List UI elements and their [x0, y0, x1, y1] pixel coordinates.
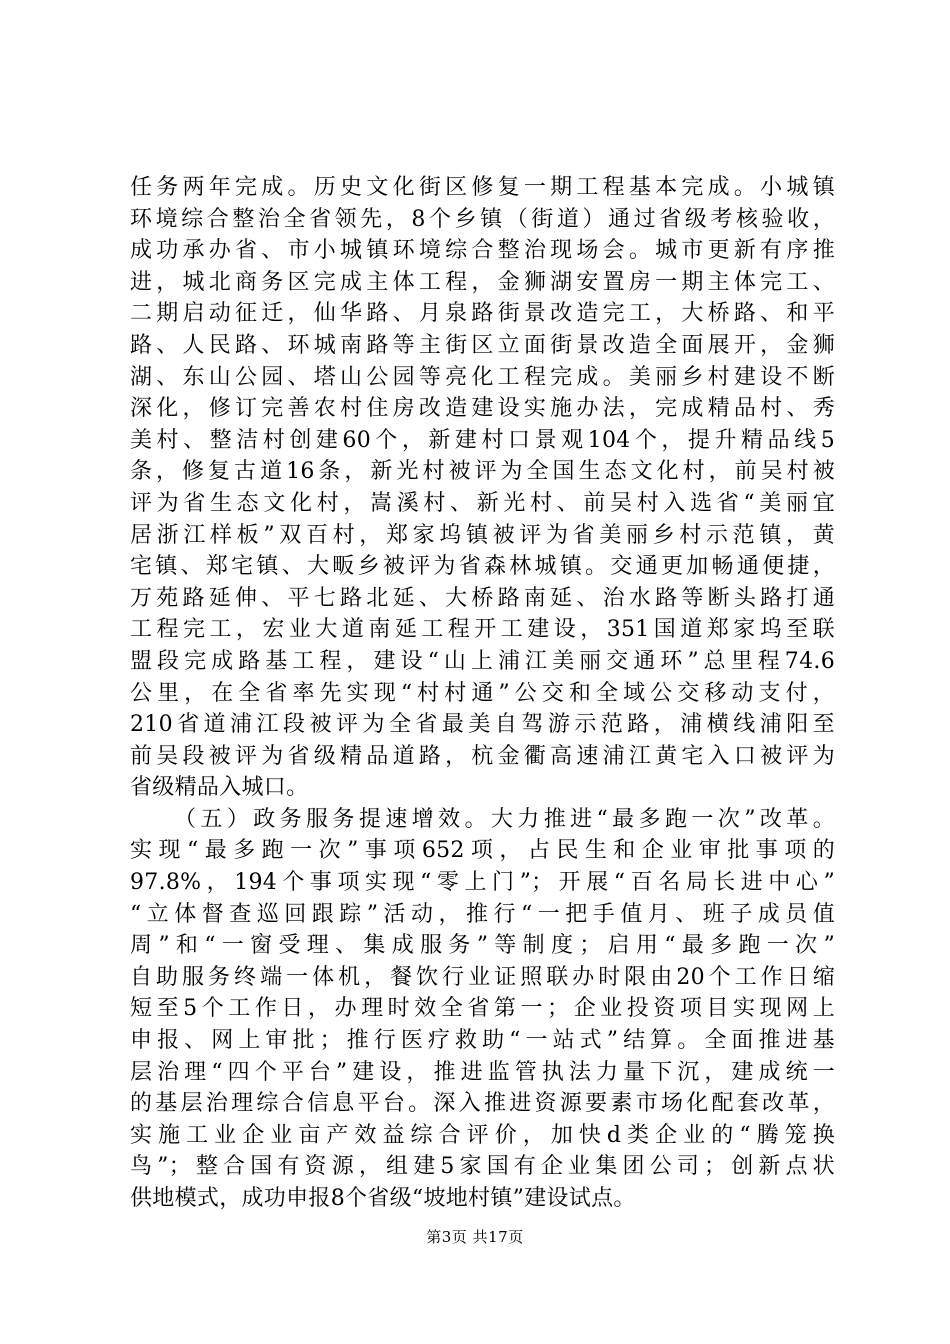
text-line: 周”和“一窗受理、集成服务”等制度；启用“最多跑一次” — [130, 933, 835, 959]
text-line: 省级精品入城口。 — [130, 775, 309, 801]
paragraph-2 — [130, 804, 835, 1215]
text-line: 美村、整洁村创建60个，新建村口景观104个，提升精品线5 — [130, 427, 835, 453]
text-line: 任务两年完成。历史文化街区修复一期工程基本完成。小城镇 — [130, 175, 835, 200]
text-line: 实现“最多跑一次”事项652项，占民生和企业审批事项的 — [130, 838, 835, 864]
text-line: 前吴段被评为省级精品道路，杭金衢高速浦江黄宅入口被评为 — [130, 743, 835, 769]
text-line: 环境综合整治全省领先，8个乡镇（街道）通过省级考核验收， — [130, 206, 835, 232]
text-line: （五）政务服务提速增效。大力推进“最多跑一次”改革。 — [174, 806, 835, 832]
text-line: 成功承办省、市小城镇环境综合整治现场会。城市更新有序推 — [130, 238, 835, 264]
text-line: 万苑路延伸、平七路北延、大桥路南延、治水路等断头路打通 — [130, 585, 835, 611]
text-line: 公里，在全省率先实现“村村通”公交和全域公交移动支付， — [130, 680, 835, 706]
text-line: 条，修复古道16条，新光村被评为全国生态文化村，前吴村被 — [130, 459, 835, 485]
text-line: 评为省生态文化村，嵩溪村、新光村、前吴村入选省“美丽宜 — [130, 490, 835, 516]
text-line: 居浙江样板”双百村，郑家坞镇被评为省美丽乡村示范镇，黄 — [130, 522, 835, 548]
page-number-footer: 第3页 共17页 — [426, 1228, 524, 1246]
text-line: 的基层治理综合信息平台。深入推进资源要素市场化配套改革， — [130, 1091, 835, 1117]
text-line: “立体督查巡回跟踪”活动，推行“一把手值月、班子成员值 — [130, 901, 835, 927]
paragraph-1 — [130, 172, 835, 804]
text-line: 盟段完成路基工程，建设“山上浦江美丽交通环”总里程74.6 — [130, 648, 835, 674]
text-line: 进，城北商务区完成主体工程，金狮湖安置房一期主体完工、 — [130, 269, 835, 295]
text-line: 深化，修订完善农村住房改造建设实施办法，完成精品村、秀 — [130, 396, 835, 422]
text-line: 路、人民路、环城南路等主街区立面街景改造全面展开，金狮 — [130, 332, 835, 358]
text-line: 湖、东山公园、塔山公园等亮化工程完成。美丽乡村建设不断 — [130, 364, 835, 390]
text-line: 层治理“四个平台”建设，推进监管执法力量下沉，建成统一 — [130, 1059, 835, 1085]
text-line: 宅镇、郑宅镇、大畈乡被评为省森林城镇。交通更加畅通便捷， — [130, 554, 835, 580]
text-line: 短至5个工作日，办理时效全省第一；企业投资项目实现网上 — [130, 996, 835, 1022]
text-line: 鸟”；整合国有资源，组建5家国有企业集团公司；创新点状 — [130, 1154, 835, 1180]
document-body — [130, 172, 835, 1215]
text-line: 二期启动征迁，仙华路、月泉路街景改造完工，大桥路、和平 — [130, 301, 835, 327]
text-line: 自助服务终端一体机，餐饮行业证照联办时限由20个工作日缩 — [130, 964, 835, 990]
text-line: 申报、网上审批；推行医疗救助“一站式”结算。全面推进基 — [130, 1028, 835, 1054]
text-line: 实施工业企业亩产效益综合评价，加快d类企业的“腾笼换 — [130, 1122, 835, 1148]
text-line: 97.8%，194个事项实现“零上门”；开展“百名局长进中心” — [130, 870, 835, 896]
text-line: 供地模式，成功申报8个省级“坡地村镇”建设试点。 — [130, 1186, 636, 1211]
text-line: 210省道浦江段被评为全省最美自驾游示范路，浦横线浦阳至 — [130, 712, 835, 738]
text-line: 工程完工，宏业大道南延工程开工建设，351国道郑家坞至联 — [130, 617, 835, 643]
